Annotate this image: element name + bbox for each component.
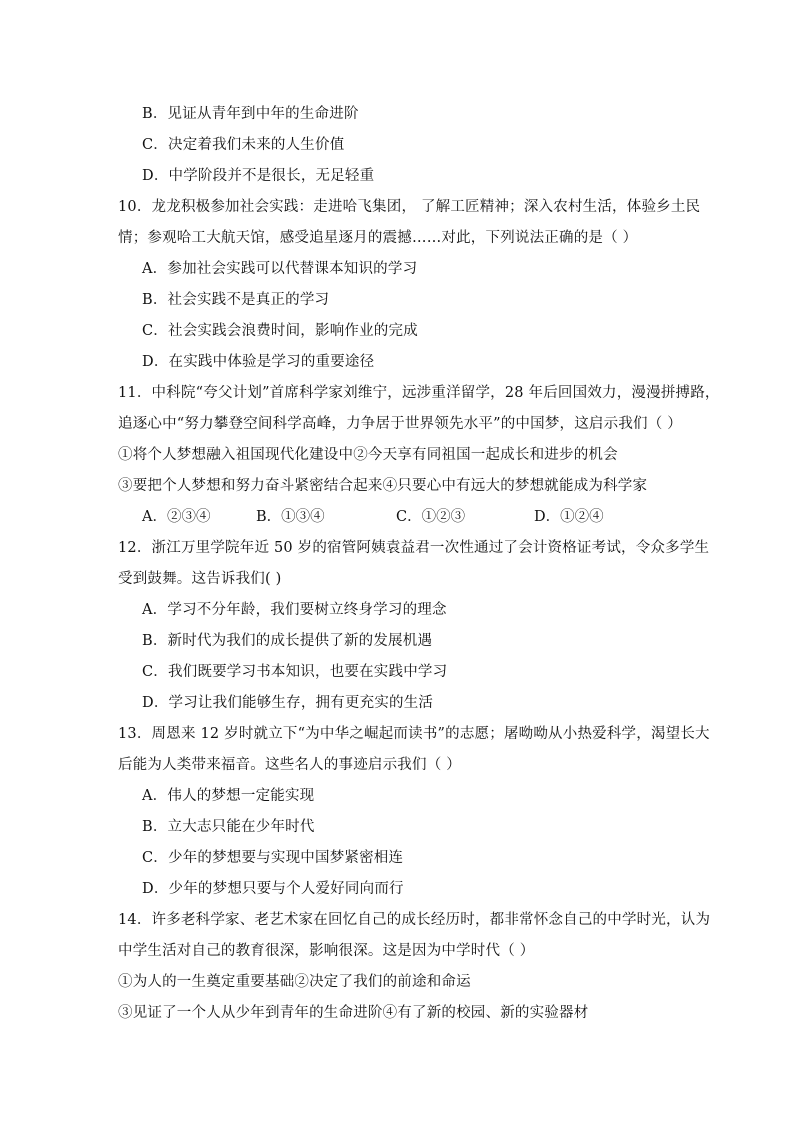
q13-option-a: A．伟人的梦想一定能实现 [142, 788, 315, 804]
q10-option-a: A．参加社会实践可以代替课本知识的学习 [142, 261, 418, 277]
q11-option-d: D．①②④ [534, 509, 604, 525]
q14-stem-line-1: 14．许多老科学家、老艺术家在回忆自己的成长经历时，都非常怀念自己的中学时光，认为 [118, 912, 711, 928]
q14-statement-line-1: ①为人的一生奠定重要基础②决定了我们的前途和命运 [118, 974, 471, 990]
q11-statement-line-2: ③要把个人梦想和努力奋斗紧密结合起来④只要心中有远大的梦想就能成为科学家 [118, 478, 648, 494]
q12-option-d: D．学习让我们能够生存，拥有更充实的生活 [142, 695, 434, 711]
q10-stem-line-2: 情；参观哈工大航天馆，感受追星逐月的震撼……对此，下列说法正确的是（ ） [118, 230, 638, 246]
q9-option-d: D．中学阶段并不是很长，无足轻重 [142, 168, 375, 184]
q10-option-b: B．社会实践不是真正的学习 [142, 292, 330, 308]
q12-option-a: A．学习不分年龄，我们要树立终身学习的理念 [142, 602, 447, 618]
q11-statement-line-1: ①将个人梦想融入祖国现代化建设中②今天享有同祖国一起成长和进步的机会 [118, 447, 618, 463]
q10-stem-line-1: 10．龙龙积极参加社会实践：走进哈飞集团， 了解工匠精神；深入农村生活，体验乡土民 [118, 199, 701, 215]
q13-stem-line-2: 后能为人类带来福音。这些名人的事迹启示我们（ ） [118, 757, 461, 773]
q12-option-c: C．我们既要学习书本知识，也要在实践中学习 [142, 664, 448, 680]
q13-option-d: D．少年的梦想只要与个人爱好同向而行 [142, 881, 404, 897]
q11-stem-line-1: 11．中科院“夸父计划”首席科学家刘维宁，远涉重洋留学，28 年后回国效力，漫漫拼搏路， [118, 385, 720, 401]
q10-option-d: D．在实践中体验是学习的重要途径 [142, 354, 375, 370]
q11-option-c: C．①②③ [396, 509, 466, 525]
q11-option-b: B．①③④ [256, 509, 325, 525]
q12-option-b: B．新时代为我们的成长提供了新的发展机遇 [142, 633, 433, 649]
q12-stem-line-2: 受到鼓舞。这告诉我们( ) [118, 571, 282, 587]
q9-option-b: B．见证从青年到中年的生命进阶 [142, 106, 359, 122]
q13-stem-line-1: 13．周恩来 12 岁时就立下“为中华之崛起而读书”的志愿；屠呦呦从小热爱科学，渴望长大 [118, 726, 710, 742]
q12-stem-line-1: 12．浙江万里学院年近 50 岁的宿管阿姨袁益君一次性通过了会计资格证考试，令众多学生 [118, 540, 710, 556]
q13-option-b: B．立大志只能在少年时代 [142, 819, 315, 835]
q11-option-a: A．②③④ [142, 509, 211, 525]
q14-statement-line-2: ③见证了一个人从少年到青年的生命进阶④有了新的校园、新的实验器材 [118, 1005, 589, 1021]
q11-stem-line-2: 追逐心中“努力攀登空间科学高峰，力争居于世界领先水平”的中国梦，这启示我们（ ） [118, 416, 682, 432]
q13-option-c: C．少年的梦想要与实现中国梦紧密相连 [142, 850, 404, 866]
q10-option-c: C．社会实践会浪费时间，影响作业的完成 [142, 323, 418, 339]
q14-stem-line-2: 中学生活对自己的教育很深，影响很深。这是因为中学时代（ ） [118, 943, 535, 959]
q9-option-c: C．决定着我们未来的人生价值 [142, 137, 345, 153]
